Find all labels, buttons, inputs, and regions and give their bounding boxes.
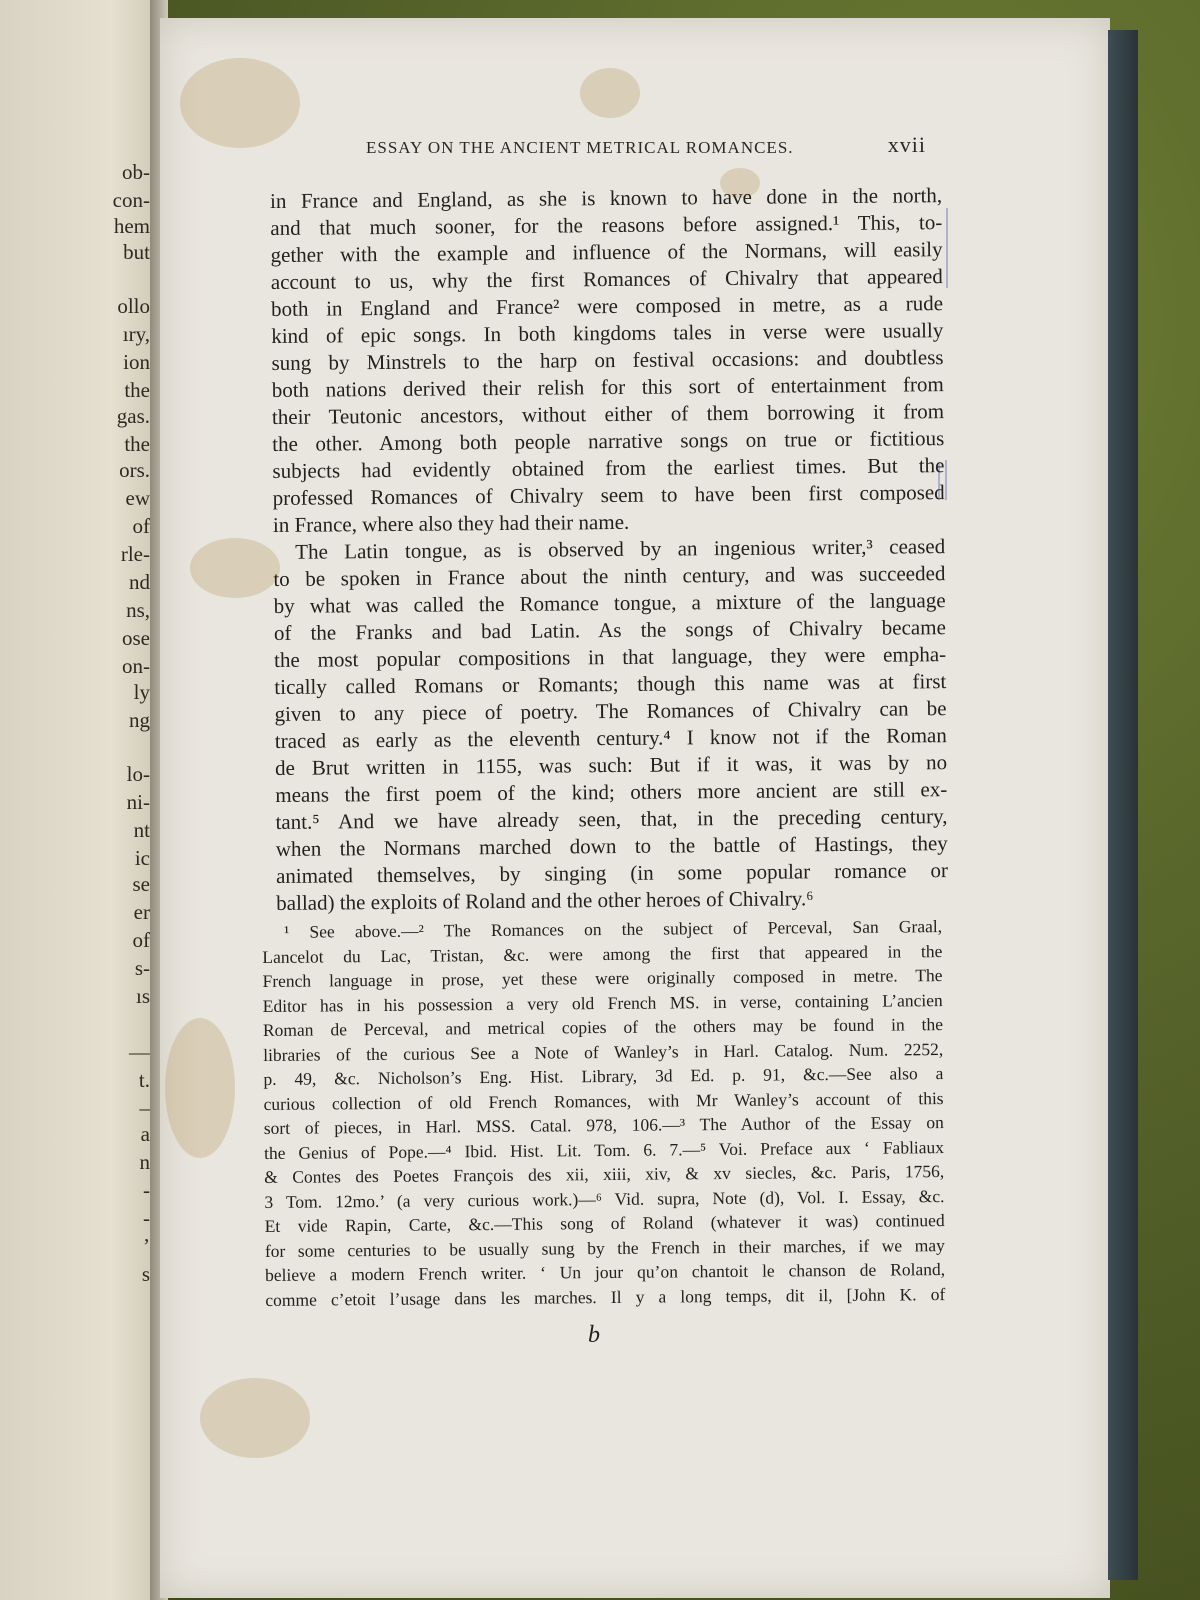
previous-page-fragment: ors. — [119, 458, 150, 482]
footnotes — [262, 914, 945, 1312]
previous-page-fragment: of — [132, 928, 150, 952]
footnote-line: Editor has in his possession a very old French MS. in verse, containing L’ancien — [262, 989, 943, 1016]
previous-page-fragment: - — [143, 1206, 150, 1230]
previous-page-fragment: ni- — [126, 790, 150, 814]
previous-page-fragment: n — [139, 1150, 150, 1174]
previous-page-fragment: ly — [133, 680, 150, 704]
previous-page-fragment: – — [139, 1096, 150, 1120]
signature-mark: b — [588, 1322, 600, 1348]
previous-page-fragment: lo- — [126, 762, 150, 786]
footnote-line: Et vide Rapin, Carte, &c.—This song of Roland (whatever it was) continued — [264, 1210, 945, 1236]
previous-page-fragment: — — [129, 1040, 150, 1064]
footnote-line: Roman de Perceval, and metrical copies of the others may be found in the — [262, 1014, 944, 1040]
previous-page-fragment: ic — [134, 846, 150, 870]
previous-page-fragment: ob- — [122, 160, 150, 184]
footnote-line: 3 Tom. 12mo.’ (a very curious work.)—⁶ Vid. supra, Note (d), Vol. I. Essay, &c. — [264, 1185, 945, 1212]
body-line: the other. Among both people narrative songs on true or fictitious — [272, 426, 945, 456]
body-line: the most popular compositions in that language, they were empha- — [274, 642, 947, 672]
body-line: by what was called the Romance tongue, a mixture of the language — [273, 588, 946, 618]
previous-page-fragment: hem — [113, 214, 150, 238]
body-line: both in England and France² were composed in metre, as a rude — [270, 291, 944, 321]
previous-page-fragment: the — [124, 432, 150, 456]
previous-page-fragment: s — [141, 1262, 150, 1286]
body-line: in France and England, as she is known to have done in the north, — [270, 183, 943, 213]
body-line: tant.⁵ And we have already seen, that, in the preceding century, — [275, 804, 948, 834]
previous-page-fragment: gas. — [116, 404, 150, 428]
running-head-title: ESSAY ON THE ANCIENT METRICAL ROMANCES. — [366, 138, 794, 157]
previous-page-fragment: the — [124, 378, 150, 402]
previous-page-fragment: but — [123, 240, 150, 264]
body-line: animated themselves, by singing (in some popular romance or — [275, 858, 949, 888]
foxing-stain — [190, 538, 280, 598]
previous-page-fragment: ns, — [126, 598, 150, 622]
previous-page-fragment: on- — [122, 654, 150, 678]
body-line: and that much sooner, for the reasons before assigned.¹ This, to- — [270, 210, 943, 240]
foxing-stain — [165, 1018, 235, 1158]
footnote-line: the Genius of Pope.—⁴ Ibid. Hist. Lit. Tom. 6. 7.—⁵ Voi. Preface aux ‘ Fabliaux — [263, 1136, 945, 1163]
previous-page-edge — [0, 0, 160, 1600]
previous-page-fragment: ose — [122, 626, 150, 650]
pencil-margin-mark — [946, 208, 948, 288]
footnote-line: comme c’etoit l’usage dans les marches. Il y a long temps, dit il, [John K. of — [265, 1283, 946, 1310]
foxing-stain — [580, 68, 640, 118]
body-line: account to us, why the first Romances of Chivalry that appeared — [270, 264, 943, 294]
previous-page-fragment: er — [133, 900, 150, 924]
previous-page-fragment: ion — [123, 350, 150, 374]
book-cover-edge — [1108, 30, 1138, 1580]
foxing-stain — [180, 58, 300, 148]
previous-page-fragment: s- — [134, 956, 150, 980]
body-line: in France, where also they had their name. — [272, 509, 630, 537]
footnote-line: p. 49, &c. Nicholson’s Eng. Hist. Library, 3d Ed. p. 91, &c.—See also a — [263, 1063, 944, 1089]
previous-page-fragment: of — [132, 514, 150, 538]
footnote-line: French language in prose, yet these were originally composed in metre. The — [262, 965, 943, 991]
body-line: both nations derived their relish for this sort of entertainment from — [271, 372, 944, 402]
body-line: means the first poem of the kind; others more ancient are still ex- — [275, 777, 948, 807]
previous-page-fragment: nd — [129, 570, 150, 594]
previous-page-fragment: a — [140, 1122, 150, 1146]
body-line: traced as early as the eleventh century.⁴ I know not if the Roman — [274, 723, 947, 753]
body-text — [270, 182, 948, 917]
body-line: kind of epic songs. In both kingdoms tales in verse were usually — [271, 318, 944, 348]
footnote-line: sort of pieces, in Harl. MSS. Catal. 978, 106.—³ The Author of the Essay on — [263, 1112, 944, 1138]
previous-page-fragment: ’ — [143, 1234, 150, 1258]
footnote-line: Lancelot du Lac, Tristan, &c. were among the first that appeared in the — [262, 940, 943, 967]
foxing-stain — [200, 1378, 310, 1458]
previous-page-fragment: con- — [112, 188, 150, 212]
body-line: sung by Minstrels to the harp on festival occasions: and doubtless — [271, 345, 944, 375]
footnote-line: libraries of the curious See a Note of Wanley’s in Harl. Catalog. Num. 2252, — [263, 1038, 944, 1065]
body-line: their Teutonic ancestors, without either of them borrowing it from — [271, 399, 945, 429]
previous-page-fragment: rle- — [120, 542, 150, 566]
previous-page-fragment: se — [132, 872, 150, 896]
previous-page-fragment: nt — [133, 818, 150, 842]
previous-page-fragment: ıs — [135, 984, 150, 1008]
footnote-line: ¹ See above.—² The Romances on the subject of Perceval, San Graal, — [284, 916, 943, 942]
body-line: subjects had evidently obtained from the earliest times. But the — [272, 453, 945, 483]
previous-page-fragment: ng — [129, 708, 150, 732]
body-line: to be spoken in France about the ninth century, and was succeeded — [273, 561, 946, 591]
footnote-line: for some centuries to be usually sung by the French in their marches, if we may — [264, 1234, 945, 1261]
previous-page-fragment: ıry, — [122, 322, 150, 346]
footnote-line: believe a modern French writer. ‘ Un jour qu’on chantoit le chanson de Roland, — [265, 1259, 946, 1285]
footnote-line: curious collection of old French Romances, with Mr Wanley’s account of this — [263, 1087, 944, 1114]
pencil-margin-mark — [945, 460, 947, 500]
body-line: professed Romances of Chivalry seem to have been first composed — [272, 480, 945, 510]
body-line: when the Normans marched down to the battle of Hastings, they — [275, 831, 948, 861]
footnote-line: & Contes des Poetes François des xii, xiii, xiv, & xv siecles, &c. Paris, 1756, — [264, 1161, 945, 1187]
previous-page-fragment: ew — [125, 486, 150, 510]
body-line: given to any piece of poetry. The Romances of Chivalry can be — [274, 696, 947, 726]
body-line: ballad) the exploits of Roland and the other heroes of Chivalry.⁶ — [276, 886, 814, 915]
body-line: gether with the example and influence of the Normans, will easily — [270, 237, 943, 267]
body-line: of the Franks and bad Latin. As the songs of Chivalry became — [273, 615, 946, 645]
body-line: The Latin tongue, as is observed by an ingenious writer,³ ceased — [295, 534, 946, 564]
previous-page-fragment: t. — [138, 1068, 150, 1092]
body-line: de Brut written in 1155, was such: But if it was, it was by no — [274, 750, 948, 780]
page-number: xvii — [887, 132, 926, 157]
previous-page-fragment: ollo — [117, 294, 150, 318]
previous-page-fragment: - — [143, 1178, 150, 1202]
body-line: tically called Romans or Romants; though this name was at first — [274, 669, 947, 699]
